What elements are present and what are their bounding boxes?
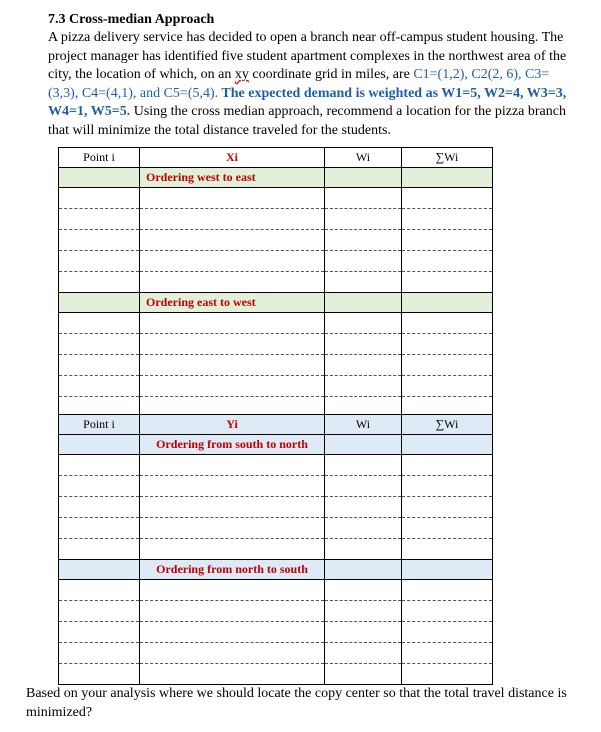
section-label: Ordering east to west <box>140 293 325 313</box>
header-point: Point i <box>59 415 140 435</box>
table-row <box>59 476 493 497</box>
header-yi: Yi <box>140 415 325 435</box>
table-row <box>59 622 493 643</box>
table-row <box>59 643 493 664</box>
y-table <box>58 414 493 685</box>
problem-statement <box>48 29 568 141</box>
table-row <box>59 230 493 251</box>
section-row <box>59 435 493 455</box>
section-label: Ordering west to east <box>140 168 325 188</box>
table-row <box>59 518 493 539</box>
y-table-header <box>59 415 493 435</box>
table-row <box>59 272 493 293</box>
text-part-3: Using the cross median approach, recommend a location for the pizza branch that will minimize the total distance traveled for the students. <box>48 104 566 138</box>
table-row <box>59 664 493 685</box>
table-row <box>59 539 493 560</box>
section-row <box>59 168 493 188</box>
section-label: Ordering from south to north <box>140 435 325 455</box>
demand-weights: The expected demand is weighted as W1=5, W2=4, W3=3, W4=1, W5=5. <box>48 85 567 120</box>
coordinates: C1=(1,2), C2(2, 6), C3=(3,3), C4=(4,1), and C5=(5,4). <box>48 67 550 101</box>
table-row <box>59 251 493 272</box>
table-row <box>59 497 493 518</box>
section-row <box>59 293 493 313</box>
x-table-header <box>59 148 493 168</box>
header-wi: Wi <box>325 415 402 435</box>
x-table <box>58 147 493 418</box>
table-row <box>59 455 493 476</box>
text-part-1: A pizza delivery service has decided to open a branch near off-campus student housing. The project manager has identified five student apartment complexes in the northwest area of the city, the location of which, on an <box>48 30 567 83</box>
table-row <box>59 376 493 397</box>
table-row <box>59 209 493 230</box>
header-xi: Xi <box>140 148 325 168</box>
header-wi: Wi <box>325 148 402 168</box>
table-row <box>59 313 493 334</box>
table-row <box>59 188 493 209</box>
header-sum-wi: ∑Wi <box>402 148 493 168</box>
section-row <box>59 560 493 580</box>
header-sum-wi: ∑Wi <box>402 415 493 435</box>
section-label: Ordering from north to south <box>140 560 325 580</box>
table-row <box>59 355 493 376</box>
question-footer: Based on your analysis where we should locate the copy center so that the total travel distance is minimized? <box>26 686 567 720</box>
table-row <box>59 580 493 601</box>
table-row <box>59 334 493 355</box>
table-row <box>59 601 493 622</box>
text-part-2: coordinate grid in miles, are <box>248 67 414 83</box>
header-point: Point i <box>59 148 140 168</box>
section-heading: 7.3 Cross-median Approach <box>48 12 215 27</box>
xy-term: xy <box>234 67 249 83</box>
